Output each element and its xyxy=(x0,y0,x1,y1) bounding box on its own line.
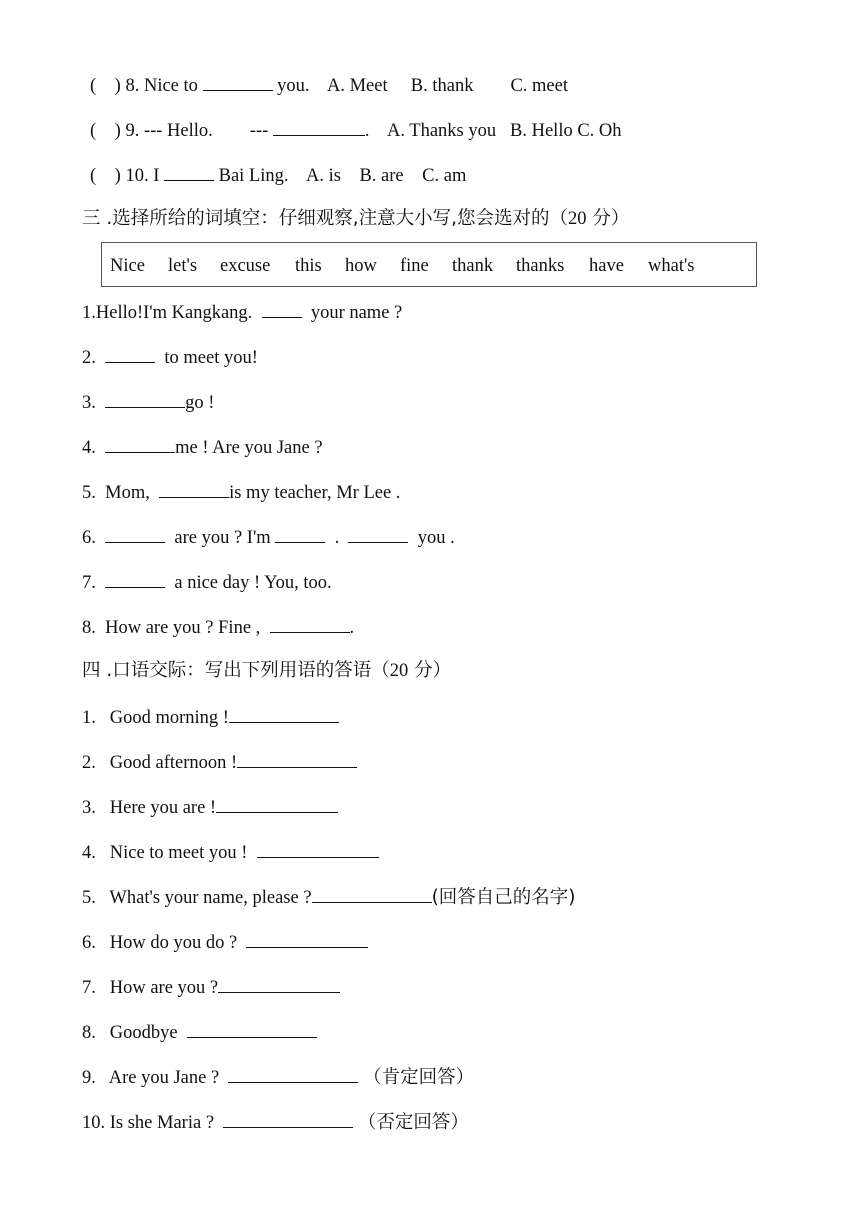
answer-blank[interactable] xyxy=(275,524,325,543)
answer-blank[interactable] xyxy=(203,72,273,91)
mc-item-8: ( ) 8. Nice to you. A. Meet B. thank C. meet xyxy=(90,72,568,98)
word-bank-item: have xyxy=(589,256,624,276)
word-bank-item: how xyxy=(345,256,377,276)
reply-item-2: 2. Good afternoon ! xyxy=(82,749,357,775)
answer-blank[interactable] xyxy=(257,839,379,858)
answer-blank[interactable] xyxy=(237,749,357,768)
word-bank-item: what's xyxy=(648,256,695,276)
answer-blank[interactable] xyxy=(187,1019,317,1038)
reply-item-8: 8. Goodbye xyxy=(82,1019,317,1045)
answer-blank[interactable] xyxy=(273,117,365,136)
answer-blank[interactable] xyxy=(270,614,350,633)
option-c: C. am xyxy=(422,166,467,186)
word-bank-item: Nice xyxy=(110,256,145,276)
fill-item-4: 4. me ! Are you Jane ? xyxy=(82,434,323,460)
mc-item-9: ( ) 9. --- Hello. --- . A. Thanks you B. Hello C. Oh xyxy=(90,117,622,143)
answer-blank[interactable] xyxy=(262,299,302,318)
reply-item-5: 5. What's your name, please ? (回答自己的名字) xyxy=(82,884,576,910)
section4-heading: 四 .口语交际：写出下列用语的答语（20 分） xyxy=(82,660,452,681)
option-b: B. are xyxy=(359,166,404,186)
reply-item-7: 7. How are you ? xyxy=(82,974,340,1000)
option-b: B. thank xyxy=(410,76,474,96)
option-c: C. meet xyxy=(510,76,568,96)
answer-blank[interactable] xyxy=(105,434,175,453)
reply-item-1: 1. Good morning ! xyxy=(82,704,339,730)
fill-item-6: 6. are you ? I'm . you . xyxy=(82,524,455,550)
fill-item-5: 5. Mom, is my teacher, Mr Lee . xyxy=(82,479,400,505)
reply-item-10: 10. Is she Maria ? （否定回答） xyxy=(82,1109,469,1135)
reply-item-3: 3. Here you are ! xyxy=(82,794,338,820)
answer-blank[interactable] xyxy=(246,929,368,948)
reply-item-4: 4. Nice to meet you ! xyxy=(82,839,379,865)
option-a: A. Meet xyxy=(327,76,388,96)
reply-note: （肯定回答） xyxy=(363,1067,475,1088)
fill-item-7: 7. a nice day ! You, too. xyxy=(82,569,332,595)
answer-blank[interactable] xyxy=(105,344,155,363)
fill-item-2: 2. to meet you! xyxy=(82,344,258,370)
answer-blank[interactable] xyxy=(229,704,339,723)
answer-blank[interactable] xyxy=(105,524,165,543)
answer-blank[interactable] xyxy=(348,524,408,543)
reply-item-9: 9. Are you Jane ? （肯定回答） xyxy=(82,1064,474,1090)
answer-blank[interactable] xyxy=(228,1064,358,1083)
mc-item-10: ( ) 10. I Bai Ling. A. is B. are C. am xyxy=(90,162,466,188)
option-a: A. Thanks you xyxy=(387,121,497,141)
answer-blank[interactable] xyxy=(159,479,229,498)
reply-note: (回答自己的名字) xyxy=(431,887,576,908)
word-bank-item: thanks xyxy=(516,256,565,276)
word-bank-item: fine xyxy=(400,256,429,276)
answer-blank[interactable] xyxy=(218,974,340,993)
fill-item-1: 1.Hello!I'm Kangkang. your name ? xyxy=(82,299,402,325)
option-b: B. Hello C. Oh xyxy=(510,121,622,141)
fill-item-3: 3. go ! xyxy=(82,389,214,415)
answer-blank[interactable] xyxy=(312,884,432,903)
answer-blank[interactable] xyxy=(223,1109,353,1128)
word-bank-item: thank xyxy=(452,256,494,276)
word-bank-item: this xyxy=(295,256,322,276)
reply-note: （否定回答） xyxy=(357,1112,469,1133)
section3-heading: 三 .选择所给的词填空：仔细观察,注意大小写,您会选对的（20 分） xyxy=(82,208,630,229)
answer-blank[interactable] xyxy=(216,794,338,813)
word-bank-item: excuse xyxy=(220,256,271,276)
word-bank xyxy=(101,242,757,287)
answer-blank[interactable] xyxy=(105,389,185,408)
reply-item-6: 6. How do you do ? xyxy=(82,929,368,955)
fill-item-8: 8. How are you ? Fine , . xyxy=(82,614,354,640)
option-a: A. is xyxy=(306,166,341,186)
answer-blank[interactable] xyxy=(105,569,165,588)
answer-blank[interactable] xyxy=(164,162,214,181)
word-bank-item: let's xyxy=(168,256,198,276)
